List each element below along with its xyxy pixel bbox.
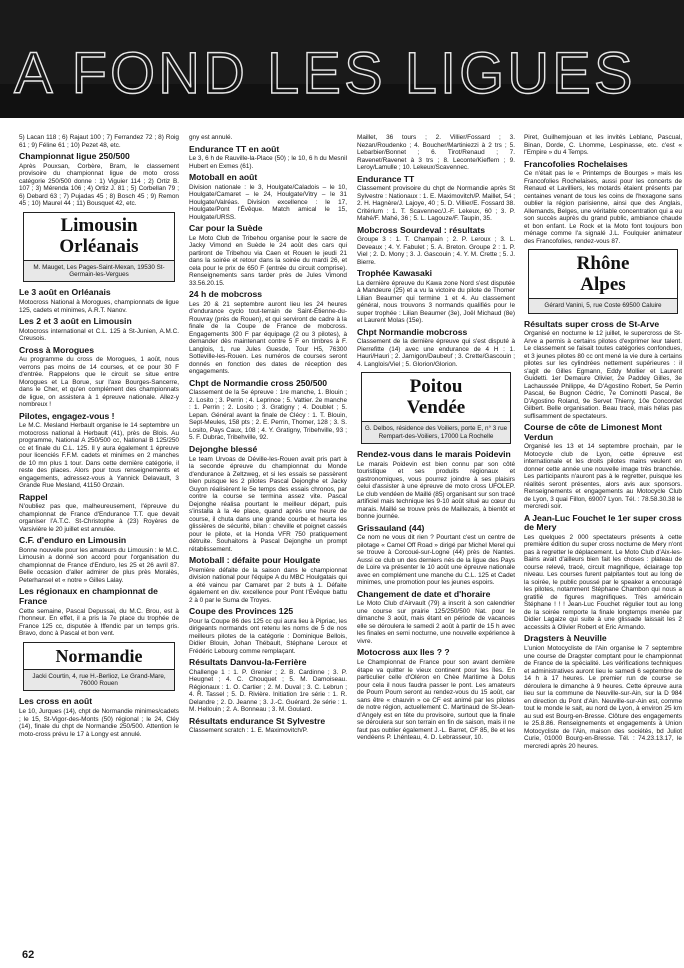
article-heading: Rendez-vous dans le marais Poidevin xyxy=(357,449,511,460)
article-heading: Endurance TT xyxy=(357,173,415,184)
article-heading: C.F. d'enduro en Limousin xyxy=(19,535,127,546)
article-heading: Les régionaux en championnat de France xyxy=(19,586,158,607)
league-box-title: Normandie xyxy=(24,643,174,669)
article-heading: Les cross en août xyxy=(19,696,93,707)
article-heading: Chpt de Normandie cross 250/500 xyxy=(189,377,328,388)
article-text: 5) Lacan 118 ; 6) Rajaut 100 ; 7) Ferrandez 72 ; 8) Roig 61 ; 9) Féline 61 ; 10) Pezet 48, etc. xyxy=(19,134,179,149)
article-heading: Coupe des Provinces 125 xyxy=(189,606,294,617)
article-text: Classement de la 5e épreuve : 1re manche, 1. Blouin ; 2. Losito ; 3. Perrin ; 4. Leprince ; 5. Vattier. 2e manche : 1. Perrin ; 2. Losito ; 3. Gratigny ; 4. Doublet ; 5. Lepan. Général avant la finale de Clécy : 1. T. Blouin, Sept-Meules, 158 pts ; 2. E. Perrin, Thomer, 128 ; 3. S. Losito, Pays Caux, 108 ; 4. Y. Gratigny, Tribehville, 93 ; 5. F. Dubrac, Tribehville, 92. xyxy=(189,389,347,442)
article-text: Après Pouxsan, Corbère, Bram, le classement provisoire du championnat ligue de moto cross catégorie 250/500 donne : 1) Viguier 114 ; 2) Ortiz B. 107 ; 3) Mérenda 106 ; 4) Ortiz J. 81 ; 5) Corbellan 79 ; 6) Debard 63 ; 7) Pujadas 45 ; 8) Bosch 45 ; 9) Remon 45 ; 10) Maurel 44 ; 11) Bousquet 42, etc. xyxy=(19,162,179,208)
page-title: A FOND LES LIGUES xyxy=(14,41,636,106)
article-heading: Résultats endurance St Sylvestre xyxy=(189,715,326,726)
league-box-address: Gérard Vanini, 5, rue Coste 69500 Caluire xyxy=(529,298,677,312)
article-heading: Trophée Kawasaki xyxy=(357,268,432,279)
article-text: Classement scratch : 1. E. Maximovitch/P. xyxy=(189,727,308,735)
article-text: Classement de la dernière épreuve qui s'est disputé à Pierrefitte (14) avec une endurance de 4 H : 1. Hauri/Hauri ; 2. Jarnigon/Daubeuf ; 3. Crette/Gascouin ; 4. Langlois/Viel ; 5. Glorion/Glorion. xyxy=(357,338,515,368)
column-2 xyxy=(189,134,347,946)
league-box-title: Orléanais xyxy=(24,236,174,260)
article-heading: Résultats Danvou-la-Ferrière xyxy=(189,657,307,668)
article-text: Motocross National à Morogues, championnats de ligue 125, cadets et minimes, A.R.T. Nanov. xyxy=(19,299,179,314)
article-heading: A Jean-Luc Fouchet le 1er super cross de Mery xyxy=(524,512,682,533)
article-heading: Car pour la Suède xyxy=(189,223,263,234)
page-header xyxy=(0,0,684,118)
article-text: Le team Urvoas de Déville-les-Rouen avait pris part à la seconde épreuve du championnat du Monde d'endurance à Zeltzweg, et si les essais se passèrent bien puisque les 2 pilotes Pascal Dejonghe et Jacky Guyon réalisèrent le 5e temps des essais chronos, par contre la course se termina assez vite. Pascal Dejonghe réalisa pourtant le meilleur départ, puis s'installa à la 4e place, quand après une heure de course, il chuta dans une grande courbe et heurta les glissières de sécurité, bilan : cheville et poignet cassés pour le pilote, et la Honda VFR 750 pratiquement détruite. Souhaitons à Pascal Dejonghe un prompt rétablissement. xyxy=(189,455,347,553)
article-text: Le Moto Club de Tribehou organise pour le sacre de Jacky Vimond en Suède le 24 août des cars qui partiront de Tribehou via Caen et Rouen le jeudi 21 dans la soirée et retour dans la soirée du mardi 26, et cela pour le prix de 650 F (entrée du circuit comprise). Renseignements sans tarder près de Jules Vimond 33.56.20.15. xyxy=(189,234,347,287)
article-text: Pour la Coupe 86 des 125 cc qui aura lieu à Pipriac, les dirigeants normands ont retenu les noms de 5 de nos meilleurs pilotes de la catégorie : Dominique Bellois, Didier Blouin, Johan Thébault, Stéphane Leroux et Frédéric Lebourg comme remplaçant. xyxy=(189,617,347,655)
article-text: Bonne nouvelle pour les amateurs du Limousin : le M.C. Limousin a donné son accord pour l'organisation du championnat de France d'Enduro, les 25 et 26 avril 87. Belle occasion d'aller admirer de plus près Moralès, Peterhansel et « notre » Gilles Lalay. xyxy=(19,546,179,584)
league-box-title: Vendée xyxy=(362,397,510,421)
article-heading: Changement de date et d'horaire xyxy=(357,588,491,599)
article-text: Le Moto Club d'Airvault (79) a inscrit à son calendrier une course sur prairie 125/250/500 Nat. pour le dimanche 3 août, mais étant en période de vacances elle se déroulera le samedi 2 août à partir de 15 h avec les finales en semi nocturne, une nouvelle expérience à vivre. xyxy=(357,600,515,645)
article-heading: Rappel xyxy=(19,491,48,502)
article-heading: Dejonghe blessé xyxy=(189,443,258,454)
league-box-poitou-vendee xyxy=(361,372,511,444)
article-heading: Motoball : défaite pour Houlgate xyxy=(189,555,321,566)
article-text: Organisé les 13 et 14 septembre prochain, par le Motocycle club de Lyon, cette épreuve est internationale et les droits pilotes mains veulent en donner cette année une nouvelle image très branchée. Les participants n'auront pas à le regretter, puisque les réalités seront présentes, alors avis aux sponsors. Renseignements et engagements au Motocycle Club de Lyon, 3 quai Fillon, 69007 Lyon. Tél. : 78.58.30.38 le mercredi soir. xyxy=(524,443,682,511)
article-text: Cette semaine, Pascal Depussai, du M.C. Brou, est à l'honneur. En effet, il a pris la 7e place du trophée de France 125 cc, disputée à Iffendic par un temps gris. Bravo, donc à Pascal et bon vent. xyxy=(19,607,179,638)
article-text: Classement provisoire du chpt de Normandie après St Sylvestre : Nationaux : 1. E. Maximovitch/P. Maillet, 54 ; 2. H. Hagnère/J. Lajoye, 40 ; 5. D. Villier/E. Fossard 38. Critérium : 1. T. Scavennec/J.-F. Lekeux, 60 ; 3. P. Mahé/F. Mahé, 36 ; 5. L. Lagouze/F. Taupin, 35. xyxy=(357,185,515,223)
article-heading: Chpt Normandie mobcross xyxy=(357,326,468,337)
article-text: Ce nom ne vous dit rien ? Pourtant c'est un centre de pilotage « Camel Off Road » dirigé par Michel Merel qui se trouve à Corcoué-sur-Logne (44) près de Nantes. Aussi ce club un des derniers nés de la ligue des Pays de Loire va présenter le 10 août une épreuve nationale avec en complément une manche du C.L. 125 et Cadet minimes, une promotion pour les jeunes espoirs. xyxy=(357,534,515,587)
league-box-address: Jacki Courtin, 4, rue H.-Berlioz, Le Grand-Mare, 76000 Rouen xyxy=(24,669,174,691)
league-box-rhone-alpes xyxy=(528,249,678,313)
article-heading: Cross à Morogues xyxy=(19,344,94,355)
article-heading: Motoball en août xyxy=(189,172,258,183)
article-text: N'oubliez pas que, malheureusement, l'épreuve du championnat de France d'Endurance T.T. que devait organiser l'A.T.C. St-Christophe à (23) Royères de Varsivière le 20 juillet est annulée. xyxy=(19,503,179,533)
article-text: Ce n'était pas le « Printemps de Bourges » mais les Francofolies Rochelaises, aussi pour les concerts de Renaud et Lavilliers, les motards étaient présents par centaines venant de tous les coins de l'hexagone sans oublier la région parisienne, ainsi que des Anglais, Allemands, Belges, une véritable concentration qui a eu son succès auprès du grand public, ambiance chaude et bon enfant. Le Rock et la Moto font toujours bon ménage comme l'a signalé J.L. Foulquier animateur des Francofolies, rendez-vous 87. xyxy=(524,170,682,245)
article-heading: Résultats super cross de St-Arve xyxy=(524,318,660,329)
page-number: 62 xyxy=(22,949,35,961)
article-heading: Endurance TT en août xyxy=(189,143,280,154)
article-heading: Motocross aux Iles ? ? xyxy=(357,647,450,658)
article-text: Challenge 1 : 1. P. Grenier ; 2. B. Cardinne ; 3. P. Heugnet ; 4. C. Chouquet ; 5. M. Damoiseau. Régionaux : 1. O. Cartier ; 2. M. Duval ; 3. C. Lebrun ; 4. R. Tassel ; 5. D. Rivière. Initiation 1re série : 1. R. Delandre ; 2. D. Jeanne ; 3. J.-C. Guérard. 2e série : 1. M. Hellouin ; 2. A. Bonneau ; 3. M. Goulard. xyxy=(189,668,347,714)
league-box-address: G. Delbos, résidence des Voiliers, porte E, n° 3 rue Rempart-des-Voiliers, 17000 La Rochelle xyxy=(362,421,510,443)
article-heading: Mobcross Sourdeval : résultats xyxy=(357,224,485,235)
article-heading: Les 2 et 3 août en Limousin xyxy=(19,316,132,326)
article-text: gny est annulé. xyxy=(189,134,233,141)
article-text: L'union Motocycliste de l'Ain organise le 7 septembre une course de Dragster comptant pour le championnat de France de la spécialité. Les vérifications techniques et administratives auront lieu le samedi 6 septembre de 14 h à 17 heures. Le premier run de course se déroulera le dimanche à 9 heures. Cette épreuve aura lieu sur la commune de Neuville-sur-Ain, sur la D 984 en direction du Pont d'Ain. Neuville-sur-Ain est, comme tout le monde le sait, au nord de Lyon, à environ 25 km au sud est Bourg-en-Bresse. Clôture des engagements le 25.8.86. Renseignements et engagements à Union Motocycliste de l'Ain, maison des sociétés, bd Juliot Curie, 01000 Bourg-en-Bresse. Tél. : 74.23.13.17, le mercredi après 20 heures. xyxy=(524,645,682,750)
article-heading: Course de côte de Limonest Mont Verdun xyxy=(524,422,662,442)
article-heading: Pilotes, engagez-vous ! xyxy=(19,410,115,421)
article-heading: Dragsters à Neuville xyxy=(524,633,607,644)
league-box-title: Alpes xyxy=(529,274,677,298)
article-heading: 24 h de mobcross xyxy=(189,289,263,300)
article-text: Le M.C. Mesland Herbault organise le 14 septembre un motocross national à Herbault (41), près de Blois. Au programme, National A 250/500 cc, National B 125/250 cc et finale du C.L. 125. Il y aura également 1 épreuve pour licenciés F.F.M. cadets et minimes en 2 manches de 10 mn plus 1 tour. Dans cette dernière catégorie, il reste des places. Alors pour tous renseignements et engagements, adressez-vous à Yannick Delavault, 3 Grande Rue Mesland, 41150 Onzain. xyxy=(19,422,179,490)
article-text: La dernière épreuve du Kawa zone Nord s'est disputée à Mandeure (25) et a vu la victoire du pilote de Thomer Lilian Beaumer qui termine 1 et 4. Au classement général, nous trouvons 3 normands qualifiés pour le super trophée : Lilian Beaumer (3e), Joël Michaud (8e) et Laurent Molas (15e). xyxy=(357,279,515,325)
article-text: Le Championnat de France pour son avant dernière étape va quitter le vieux continent pour les îles. En particulier celle d'Oléron en Chèe Maritime à Dolus pour cela il nous faudra passer le pont. Les amateurs de Poum Poum seront au rendez-vous du 15 août, car sans être « chauvin » ce CF est animé par les pilotes de notre région, actuellement C. Martinaud de St-Jean-d'Angely est en tête du provisoire, surtout que la finale se déroulera sur son terrain en fin de saison, mais il ne faut pas oublier également J.-L. Barret, CF 85, 8e et les vendéens P. Lhénteau, 4. D. Lebrasseur, 10. xyxy=(357,659,515,742)
column-4 xyxy=(524,134,682,946)
article-text: Première défaite de la saison dans le championnat division national pour l'équipe A du MBC Houlgatais qui a été vaincu par Camaret par 2 buts à 1. Défaite également en div. excellence pour Pont l'Évêque battu 2 à 0 par le Suma de Troyes. xyxy=(189,566,347,604)
column-3 xyxy=(357,134,515,946)
league-box-limousin-orleanais xyxy=(23,212,175,283)
league-box-title: Rhône xyxy=(529,250,677,274)
article-text: Organisé en nocturne le 12 juillet, le supercross de St-Arve a permis à certains pilotes d'exprimer leur talent. Le classement se faisait toutes catégories confondues, et 3 jeunes pilotes 80 cc ont mené la vie dure à certains pilotes sur les cylindrées nettement supérieures : il s'agit de Gilles Egmann, Eddy Mollier et Laurent Guidetti. 1er Demaure Olivier, 2e Paddey Gilles, 3e Lachaussée Philippe, 4e D'Agostino Robert, 5e Perrin Pascal, 6e Bugnon Cédric, 7e Cominotti Pascal, 8e D'Agostino Roland, 9e Servet Thierry, 10e Concordet Gilbert. Belle organisation. Beau tracé, mais hélas pas suffisamment de spectateurs. xyxy=(524,330,682,420)
article-heading: Le 3 août en Orléanais xyxy=(19,287,111,298)
league-box-normandie xyxy=(23,642,175,692)
article-text: Maillet, 36 tours ; 2. Villier/Fossard ; 3. Nezan/Roudenko ; 4. Boucher/Martiniezzi à 2 trs ; 5. Lebarbier/Bonnet ; 6. Tirot/Renaud ; 7. Ravenet/Ravenet à 3 trs ; 8. Leconte/Kieffern ; 9. Leroy/Lamulle ; 10. Lekeux/Scavennec. xyxy=(357,134,515,171)
article-text: Le 10, Jurques (14), chpt de Normandie minimes/cadets ; le 15, St-Vigor-des-Monts (50) régional ; le 24, Cléy (14), finale du chpt de Normandie 250/500. Attention le moto-cross prévu le 17 à Longy est annulé. xyxy=(19,708,179,738)
article-heading: Grissauland (44) xyxy=(357,522,425,533)
article-text: Le marais Poidevin est bien connu par son côté touristique et ses produits régionaux et gastronomiques, vous pourrez joindre à ses plaisirs celui d'assister à une épreuve de moto cross UFOLEP. Le club vendéen de Maillé (85) organisant sur son tracé artificiel mais technique les 9-10 août situé au cœur du marais. Maillé se trouve près de Maillezais, à bientôt et bonne journée. xyxy=(357,460,515,521)
league-box-title: Limousin xyxy=(24,213,174,236)
article-heading: Francofolies Rochelaises xyxy=(524,158,628,169)
article-text: Au programme du cross de Morogues, 1 août, nous verrons pas moins de 14 courses, et ce pour 30 F d'entrée. Rappelons que le circuit se situe entre Morogues et La Borue, sur l'axe Bourges-Sancerre, dans le Cher, et qu'en complément des championnats de ligue, on assistera à 1 épreuve nationale. Allez-y nombreux ! xyxy=(19,356,179,409)
league-box-title: Poitou xyxy=(362,373,510,397)
league-box-address: M. Mauget, Les Pages-Saint-Mexan, 19530 St-Germain-les-Vergues xyxy=(24,260,174,282)
article-text: Division nationale : le 3, Houlgate/Caladois – le 10, Houlgate/Camaret – le 24, Houlgate/Vitry – le 31 Houlgate/Valréas. Division excellence : le 17, Houlgate/Pont l'Évêque. Match amical le 15, Houlgate/URSS. xyxy=(189,183,347,221)
article-heading: Championnat ligue 250/500 xyxy=(19,151,130,161)
article-text: Piret, Guilhemjouan et les invités Leblanc, Pascual, Binan, Dorde, C. Lhomme, Lespinasse, etc. c'est « l'Empire » du 4 Temps. xyxy=(524,134,682,156)
article-text: Groupe 3 : 1. T. Champain ; 2. P. Leroux ; 3. L. Deveaux ; 4. Y. Fabulet ; 5. A. Breton. Groupe 2 : 1. P. Viel ; 2. D. Mony ; 3. J. Gascouin ; 4. Y. M. Crette ; 5. J. Bierre. xyxy=(357,236,515,266)
article-text: Le 3, 6 h de Rauville-la-Place (50) ; le 10, 6 h du Mesnil Hubert en Exmes (61). xyxy=(189,155,347,170)
article-text: Motocross international et C.L. 125 à St-Junien, A.M.C. Creusois. xyxy=(19,327,179,343)
article-text: Les 20 & 21 septembre auront lieu les 24 heures d'endurance cyclo tout-terrain de Saint-Étienne-du-Rouvray (près de Rouen), et qui serviront de cadre à la finale de la Coupe de France de mobcross. Engagements 300 F par équipage (2 ou 3 pilotes), à demander dès maintenant contre 5 F en timbres à F. Langlois, 1, rue Jules Guesde, Tour H5, 76300 Sotteville-les-Rouen. Les numéros de courses seront donnés en fonction des dates de réception des engagements. xyxy=(189,300,347,376)
column-1 xyxy=(19,134,179,946)
article-text: Les quelques 2 000 spectateurs présents à cette première édition du super cross nocturne de Mery n'ont pas à regretter le déplacement. Le Moto Club d'Aix-les-Bains avait d'ailleurs bien fait les choses : plateau de course relevé, tracé, circuit magnifique, éclairage top niveau. Les courses furent palpitantes tout au long de la soirée, le public poussé par le speaker a encouragé les pilotes, notamment Stéphane Chambon qui nous a gratifié de figures magnifiques. Très américain Stéphane ! ! ! Jean-Luc Fouchet régulier tout au long de la soirée remporte la finale longtemps menée par Didier Lagaize qui suite à une glissade laissait les 2 accessits à Olivier Robert et Eric Armando. xyxy=(524,533,682,631)
